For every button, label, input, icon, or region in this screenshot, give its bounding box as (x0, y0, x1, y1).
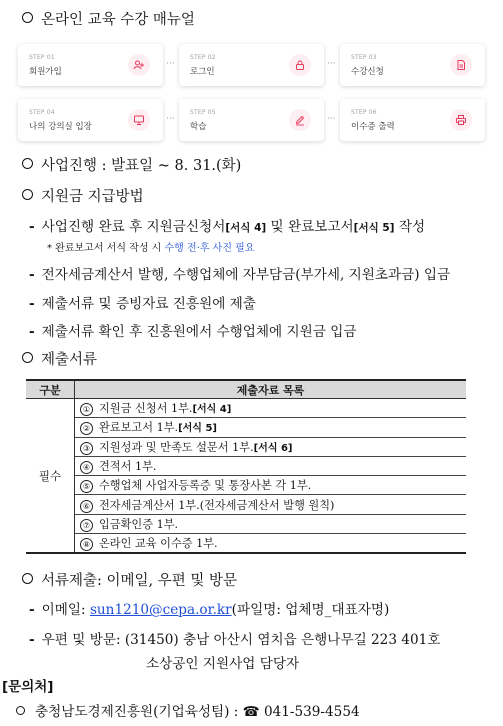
form-reference: [서식 4] (192, 404, 232, 416)
subsidy-heading: 지원금 지급방법 (22, 185, 144, 206)
photo-note: * 완료보고서 서식 작성 시 수행 전·후 사진 필요 (47, 243, 255, 254)
email-link[interactable]: sun1210@cepa.or.kr (89, 602, 232, 618)
form-reference: [서식 6] (253, 442, 293, 454)
circle-bullet-icon (22, 12, 33, 23)
post-line: - 우편 및 방문: (31450) 충남 아산시 염치읍 은행나무길 223 401호 (29, 632, 441, 648)
table-cell: ② 완료보고서 1부.[서식 5] (75, 418, 467, 437)
step-name: 나의 강의실 입장 (29, 122, 92, 132)
dash-bullet: - (29, 219, 35, 235)
table-row (26, 534, 466, 554)
circle-bullet-icon (22, 158, 33, 169)
inquiry-heading: [문의처] (2, 679, 54, 695)
table-row (26, 437, 466, 456)
step-separator: ··· (327, 114, 336, 124)
table-cell: ⑥ 전자세금계산서 1부.(전자세금계산서 발행 원칙) (75, 495, 467, 514)
table-cell: ④ 견적서 1부. (75, 456, 467, 475)
circled-number: ① (80, 403, 93, 416)
form-reference: [서식 5] (353, 222, 395, 234)
pencil-icon (289, 109, 311, 131)
table-row (26, 456, 466, 475)
circled-number: ② (80, 422, 93, 435)
email-line: - 이메일: sun1210@cepa.or.kr(파일명: 업체명_대표자명) (29, 602, 390, 618)
step-card-enroll[interactable] (340, 44, 485, 86)
step-name: 학습 (190, 122, 207, 132)
step-card-certificate[interactable] (340, 99, 485, 141)
printer-icon (450, 109, 472, 131)
inquiry-phone: 041-539-4554 (263, 704, 360, 720)
lock-icon (289, 54, 311, 76)
step-name: 이수증 출력 (351, 122, 395, 132)
circled-number: ⑦ (80, 519, 93, 532)
table-row (26, 418, 466, 437)
table-row (26, 495, 466, 514)
column-header-items: 제출자료 목록 (75, 380, 467, 399)
table-header-row (26, 380, 466, 399)
table-row (26, 399, 466, 418)
subsidy-item-3: - 제출서류 및 증빙자료 진흥원에 제출 (29, 296, 256, 312)
subsidy-item-4: - 제출서류 확인 후 진흥원에서 수행업체에 지원금 입금 (29, 324, 357, 340)
circled-number: ⑤ (80, 480, 93, 493)
table-row (26, 514, 466, 533)
note-highlight: 수행 전·후 사진 필요 (164, 243, 255, 254)
post-line-2: 소상공인 지원사업 담당자 (146, 656, 300, 672)
step-card-classroom[interactable] (18, 99, 163, 141)
step-separator: ··· (166, 114, 175, 124)
step-number: STEP 05 (190, 109, 216, 116)
dash-bullet: - (29, 324, 35, 340)
small-circle-bullet-icon (16, 706, 25, 715)
table-cell: ③ 지원성과 및 만족도 설문서 1부.[서식 6] (75, 437, 467, 456)
submit-heading: 서류제출: 이메일, 우편 및 방문 (22, 569, 237, 590)
manual-heading: 온라인 교육 수강 매뉴얼 (22, 8, 195, 29)
user-plus-icon (128, 54, 150, 76)
docs-heading: 제출서류 (22, 348, 97, 369)
telephone-icon: ☎ (242, 704, 260, 720)
subsidy-item-1: - 사업진행 완료 후 지원금신청서[서식 4] 및 완료보고서[서식 5] 작성 (29, 219, 426, 235)
step-number: STEP 01 (29, 54, 55, 61)
step-card-study[interactable] (179, 99, 324, 141)
subsidy-item-2: - 전자세금계산서 발행, 수행업체에 자부담금(부가세, 지원초과금) 입금 (29, 267, 451, 283)
step-separator: ··· (327, 59, 336, 69)
table-row (26, 476, 466, 495)
step-number: STEP 02 (190, 54, 216, 61)
step-separator: ··· (166, 59, 175, 69)
dash-bullet: - (29, 296, 35, 312)
step-name: 수강신청 (351, 67, 384, 77)
category-cell: 필수 (26, 399, 75, 554)
form-reference: [서식 4] (225, 222, 267, 234)
circled-number: ⑧ (80, 538, 93, 551)
step-number: STEP 03 (351, 54, 377, 61)
circle-bullet-icon (22, 573, 33, 584)
dash-bullet: - (29, 632, 35, 648)
step-number: STEP 04 (29, 109, 55, 116)
form-reference: [서식 5] (178, 423, 217, 435)
document-icon (450, 54, 472, 76)
table-cell: ⑦ 입금확인증 1부. (75, 514, 467, 533)
dash-bullet: - (29, 602, 35, 618)
circled-number: ③ (80, 442, 93, 455)
step-name: 회원가입 (29, 67, 62, 77)
step-name: 로그인 (190, 67, 215, 77)
table-cell: ⑤ 수행업체 사업자등록증 및 통장사본 각 1부. (75, 476, 467, 495)
table-cell: ⑧ 온라인 교육 이수증 1부. (75, 534, 467, 554)
inquiry-line: 충청남도경제진흥원(기업육성팀) : ☎ 041-539-4554 (16, 700, 360, 720)
circle-bullet-icon (22, 352, 33, 363)
dash-bullet: - (29, 267, 35, 283)
monitor-icon (128, 109, 150, 131)
step-card-login[interactable] (179, 44, 324, 86)
docs-table (26, 379, 466, 554)
table-cell: ① 지원금 신청서 1부.[서식 4] (75, 399, 467, 418)
column-header-category: 구분 (26, 380, 75, 399)
circle-bullet-icon (22, 189, 33, 200)
step-card-signup[interactable] (18, 44, 163, 86)
step-number: STEP 06 (351, 109, 377, 116)
progress-heading: 사업진행 : 발표일 ~ 8. 31.(화) (22, 154, 241, 175)
circled-number: ④ (80, 461, 93, 474)
circled-number: ⑥ (80, 500, 93, 513)
